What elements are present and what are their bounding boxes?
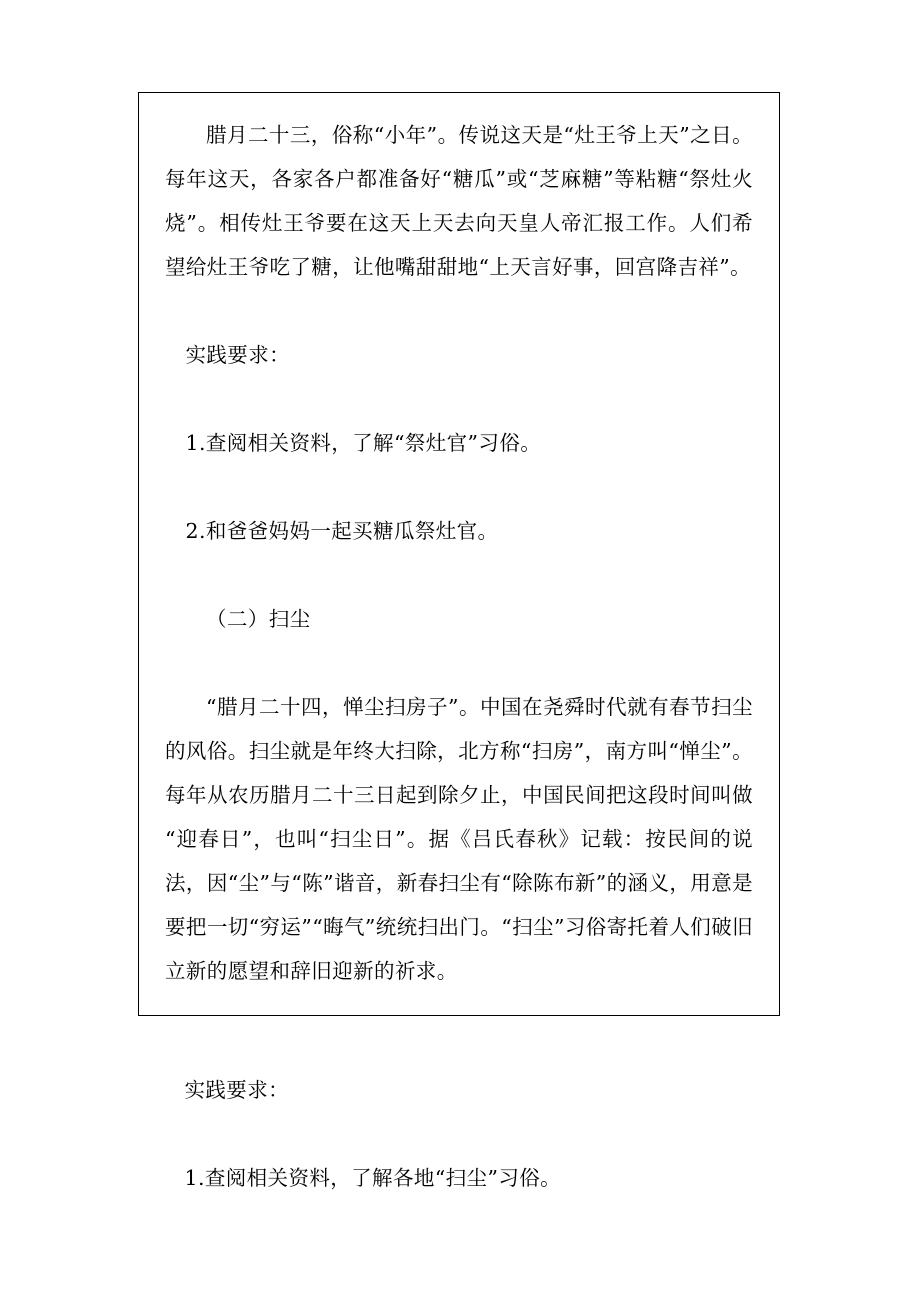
paragraph-spacer [164, 1112, 754, 1156]
paragraph-practice-item-1-2: 2.和爸爸妈妈一起买糖瓜祭灶官。 [185, 519, 499, 543]
paragraph-practice-requirements-heading-2: 实践要求： [184, 1078, 289, 1102]
paragraph-practice-item-2-1: 1.查阅相关资料，了解各地“扫尘”习俗。 [184, 1166, 562, 1190]
content-after-frame [138, 1068, 780, 1200]
heading-section-two-saochen: （二）扫尘 [206, 607, 311, 631]
paragraph-practice-requirements-heading-1: 实践要求： [185, 343, 290, 367]
paragraph-xiaonian-custom: 腊月二十三，俗称“小年”。传说这天是“灶王爷上天”之日。每年这天，各家各户都准备好“糖瓜”或“芝麻糖”等粘糖“祭灶火烧”。相传灶王爷要在这天上天去向天皇人帝汇报工作。人们希望给灶王爷吃了糖，让他嘴甜甜地“上天言好事，回宫降吉祥”。 [165, 123, 753, 279]
paragraph-spacer [165, 377, 753, 421]
bordered-content-frame [138, 92, 780, 1016]
paragraph-spacer [165, 641, 753, 685]
paragraph-saochen-custom: “腊月二十四，惮尘扫房子”。中国在尧舜时代就有春节扫尘的风俗。扫尘就是年终大扫除，北方称“扫房”，南方叫“惮尘”。每年从农历腊月二十三日起到除夕止，中国民间把这段时间叫做“迎春日”，也叫“扫尘日”。据《吕氏春秋》记载：按民间的说法，因“尘”与“陈”谐音，新春扫尘有“除陈布新”的涵义，用意是要把一切“穷运”“晦气”统统扫出门。“扫尘”习俗寄托着人们破旧立新的愿望和辞旧迎新的祈求。 [165, 695, 753, 983]
paragraph-spacer [165, 289, 753, 333]
paragraph-practice-item-1-1: 1.查阅相关资料，了解“祭灶官”习俗。 [185, 431, 542, 455]
paragraph-spacer [165, 553, 753, 597]
paragraph-spacer [165, 465, 753, 509]
